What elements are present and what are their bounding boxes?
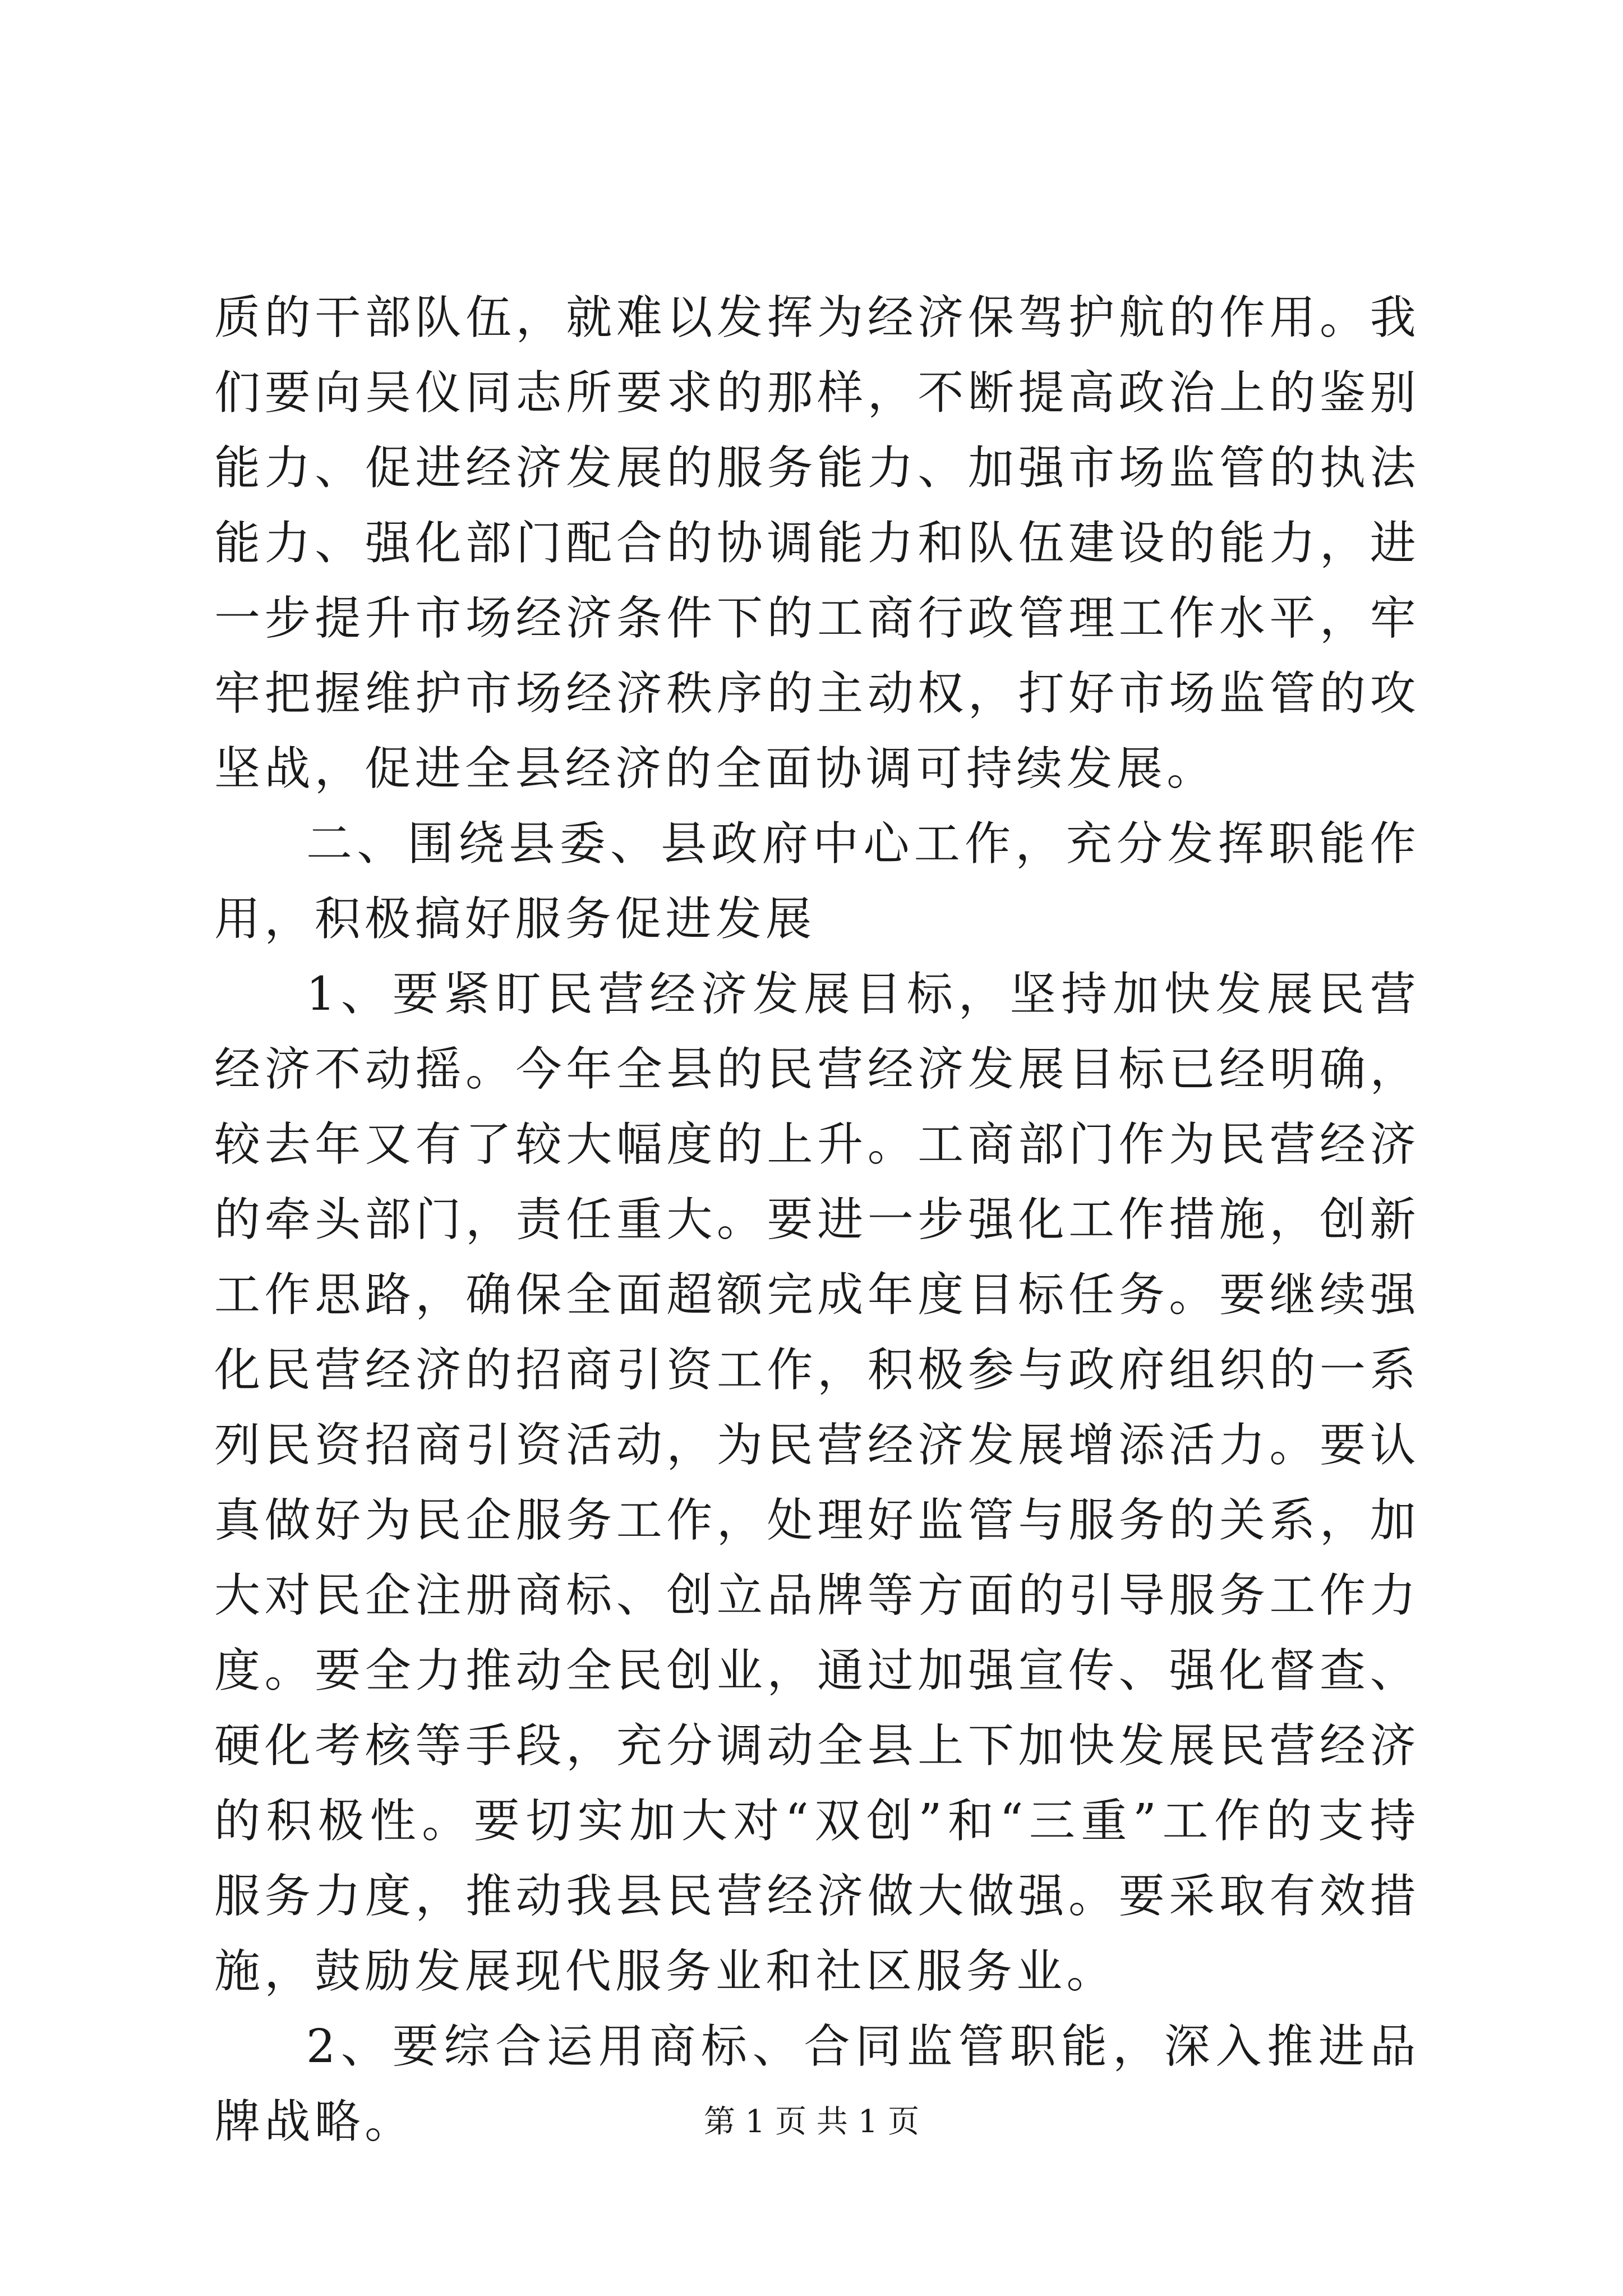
body-text (214, 280, 1420, 2160)
paragraph-continuation: 质的干部队伍，就难以发挥为经济保驾护航的作用。我们要向吴仪同志所要求的那样，不断提高政治上的鉴别能力、促进经济发展的服务能力、加强市场监管的执法能力、强化部门配合的协调能力和队伍建设的能力，进一步提升市场经济条件下的工商行政管理工作水平，牢牢把握维护市场经济秩序的主动权，打好市场监管的攻坚战，促进全县经济的全面协调可持续发展。 (214, 291, 1420, 795)
section-heading: 二、围绕县委、县政府中心工作，充分发挥职能作用，积极搞好服务促进发展 (214, 817, 1420, 946)
page-footer: 第 1 页 共 1 页 (703, 2104, 920, 2140)
paragraph-item-1: 1、要紧盯民营经济发展目标，坚持加快发展民营经济不动摇。今年全县的民营经济发展目标已经明确，较去年又有了较大幅度的上升。工商部门作为民营经济的牵头部门，责任重大。要进一步强化工作措施，创新工作思路，确保全面超额完成年度目标任务。要继续强化民营经济的招商引资工作，积极参与政府组织的一系列民资招商引资活动，为民营经济发展增添活力。要认真做好为民企服务工作，处理好监管与服务的关系，加大对民企注册商标、创立品牌等方面的引导服务工作力度。要全力推动全民创业，通过加强宣传、强化督查、硬化考核等手段，充分调动全县上下加快发展民营经济的积极性。要切实加大对“双创”和“三重”工作的支持服务力度，推动我县民营经济做大做强。要采取有效措施，鼓励发展现代服务业和社区服务业。 (214, 968, 1420, 1998)
paragraph-item-2: 2、要综合运用商标、合同监管职能，深入推进品牌战略。 (214, 2020, 1420, 2148)
